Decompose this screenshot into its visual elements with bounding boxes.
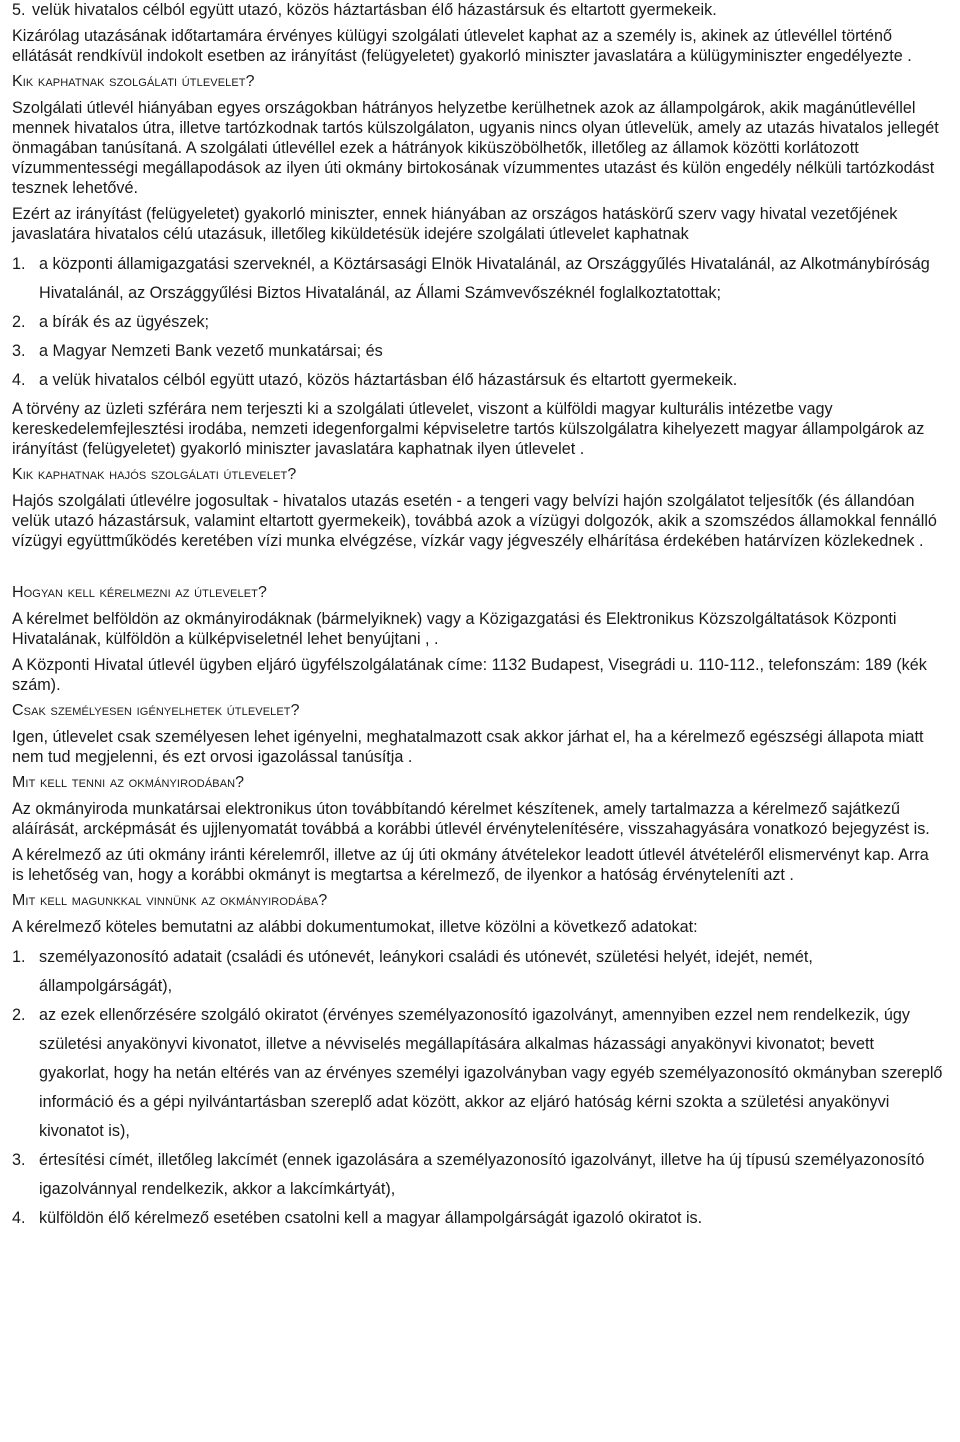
list-item-number: 2. bbox=[12, 1006, 26, 1024]
list-item-text: a bírák és az ügyészek; bbox=[39, 313, 210, 331]
paragraph: Kizárólag utazásának időtartamára érvényes külügyi szolgálati útlevelet kaphat az a személy is, akinek az útlevéllel történő ellátását rendkívül indokolt esetben az irányítást (felügyeletet) gyakorló miniszter javaslatára a külügyminiszter engedélyezte . bbox=[12, 27, 912, 65]
list-item bbox=[12, 250, 944, 308]
list-item bbox=[12, 308, 944, 337]
list-item-number: 1. bbox=[12, 948, 26, 966]
section-heading: Csak személyesen igényelhetek útlevelet? bbox=[12, 702, 300, 719]
paragraph: A kérelmező köteles bemutatni az alábbi dokumentumokat, illetve közölni a következő adatokat: bbox=[12, 918, 698, 936]
list-item-text: a központi államigazgatási szerveknél, a Köztársasági Elnök Hivatalánál, az Országgyűlés Hivatalánál, az Alkotmánybíróság Hivatalánál, az Országgyűlési Biztos Hivatalánál, az Állami Számvevőszéknél foglalkoztatottak; bbox=[39, 255, 930, 302]
list-item-number: 1. bbox=[12, 255, 26, 273]
section-heading: Mit kell magunkkal vinnünk az okmányirodába? bbox=[12, 892, 328, 909]
section-heading: Kik kaphatnak hajós szolgálati útlevelet? bbox=[12, 466, 297, 483]
section-heading: Mit kell tenni az okmányirodában? bbox=[12, 774, 245, 791]
numbered-list bbox=[12, 943, 944, 1233]
list-item bbox=[12, 366, 944, 395]
list-item-number: 2. bbox=[12, 313, 26, 331]
numbered-list bbox=[12, 250, 944, 395]
section-heading: Kik kaphatnak szolgálati útlevelet? bbox=[12, 73, 255, 90]
list-item-text: az ezek ellenőrzésére szolgáló okiratot (érvényes személyazonosító igazolványt, amennyiben ezzel nem rendelkezik, úgy születési anyakönyvi kivonatot, illetve a névviselés megállapítására alkalmas házassági anyakönyvi kivonatot; bevett gyakorlat, hogy ha netán eltérés van az érvényes személyi igazolványban vagy egyéb személyazonosító okmányban szereplő információ és a gépi nyilvántartásban szereplő adat között, akkor az eljáró hatóság kérni szokta a születési anyakönyvi kivonatot is), bbox=[39, 1006, 943, 1140]
list-item-number: 4. bbox=[12, 1209, 26, 1227]
paragraph: A kérelmet belföldön az okmányirodáknak (bármelyiknek) vagy a Közigazgatási és Elektronikus Közszolgáltatások Központi Hivatalának, külföldön a külképviseletnél lehet benyújtani , . bbox=[12, 610, 897, 648]
paragraph: Ezért az irányítást (felügyeletet) gyakorló miniszter, ennek hiányában az országos hatáskörű szerv vagy hivatal vezetőjének javaslatára hivatalos célú utazásuk, illetőleg kiküldetésük idejére szolgálati útlevelet kaphatnak bbox=[12, 205, 898, 243]
spacer bbox=[12, 557, 944, 583]
list-item-number: 5. bbox=[12, 1, 26, 19]
list-item-number: 3. bbox=[12, 1151, 26, 1169]
paragraph: A törvény az üzleti szférára nem terjeszti ki a szolgálati útlevelet, viszont a külföldi magyar kulturális intézetbe vagy kereskedelemfejlesztési irodába, nemzeti idegenforgalmi képviseletre tartós külszolgálatra kihelyezett magyar állampolgárok az irányítást (felügyeletet) gyakorló miniszter javaslatára kaphatnak ilyen útlevelet . bbox=[12, 400, 925, 458]
list-item-text: személyazonosító adatait (családi és utónevét, leánykori családi és utónevét, születési helyét, idejét, nemét, állampolgárságát), bbox=[39, 948, 813, 995]
list-item bbox=[12, 1001, 944, 1146]
list-item-text: a Magyar Nemzeti Bank vezető munkatársai; és bbox=[39, 342, 383, 360]
paragraph: Hajós szolgálati útlevélre jogosultak - hivatalos utazás esetén - a tengeri vagy belvízi hajón szolgálatot teljesítők (és állandóan velük utazó házastársuk, valamint eltartott gyermekeik), továbbá azok a vízügyi dolgozók, akik a szomszédos államokkal fennálló vízügyi együttműködés keretében vízi munka elvégzése, vízkár vagy jégveszély elhárítása érdekében határvízen közlekednek . bbox=[12, 492, 937, 550]
list-item-text: külföldön élő kérelmező esetében csatolni kell a magyar állampolgárságát igazoló okiratot is. bbox=[39, 1209, 703, 1227]
paragraph: Igen, útlevelet csak személyesen lehet igényelni, meghatalmazott csak akkor járhat el, ha a kérelmező egészségi állapota miatt nem tud megjelenni, és ezt orvosi igazolással tanúsítja . bbox=[12, 728, 924, 766]
paragraph: A Központi Hivatal útlevél ügyben eljáró ügyfélszolgálatának címe: 1132 Budapest, Visegrádi u. 110-112., telefonszám: 189 (kék szám). bbox=[12, 656, 927, 694]
list-item-number: 4. bbox=[12, 371, 26, 389]
list-item bbox=[12, 1146, 944, 1204]
list-item-number: 3. bbox=[12, 342, 26, 360]
list-item bbox=[12, 0, 944, 20]
list-item bbox=[12, 943, 944, 1001]
list-item-text: velük hivatalos célból együtt utazó, közös háztartásban élő házastársuk és eltartott gyermekeik. bbox=[32, 1, 717, 19]
list-item-text: a velük hivatalos célból együtt utazó, közös háztartásban élő házastársuk és eltartott gyermekeik. bbox=[39, 371, 738, 389]
paragraph: Szolgálati útlevél hiányában egyes országokban hátrányos helyzetbe kerülhetnek azok az állampolgárok, akik magánútlevéllel mennek hivatalos útra, illetve tartózkodnak tartós külszolgálaton, ugyanis nincs olyan útlevelük, amely az utazás hivatalos jellegét önmagában tanúsítaná. A szolgálati útlevéllel ezek a hátrányok kiküszöbölhetők, illetőleg az államok közötti korlátozott vízummentességi megállapodások az ilyen úti okmány birtokosának vízummentes utazást és külön engedély nélküli tartózkodást tesznek lehetővé. bbox=[12, 99, 939, 197]
list-item-text: értesítési címét, illetőleg lakcímét (ennek igazolására a személyazonosító igazolványt, illetve ha új típusú személyazonosító igazolvánnyal rendelkezik, akkor a lakcímkártyát), bbox=[39, 1151, 925, 1198]
section-heading: Hogyan kell kérelmezni az útlevelet? bbox=[12, 584, 267, 601]
paragraph: Az okmányiroda munkatársai elektronikus úton továbbítandó kérelmet készítenek, amely tartalmazza a kérelmező sajátkezű aláírását, arcképmását és ujjlenyomatát továbbá a korábbi útlevél érvénytelenítésére, visszahagyására vonatkozó bejegyzést is. bbox=[12, 800, 930, 838]
list-item bbox=[12, 1204, 944, 1233]
paragraph: A kérelmező az úti okmány iránti kérelemről, illetve az új úti okmány átvételekor leadott útlevél átvételéről elismervényt kap. Arra is lehetőség van, hogy a korábbi okmányt is megtartsa a kérelmező, de ilyenkor a hatóság érvényteleníti azt . bbox=[12, 846, 929, 884]
list-item bbox=[12, 337, 944, 366]
